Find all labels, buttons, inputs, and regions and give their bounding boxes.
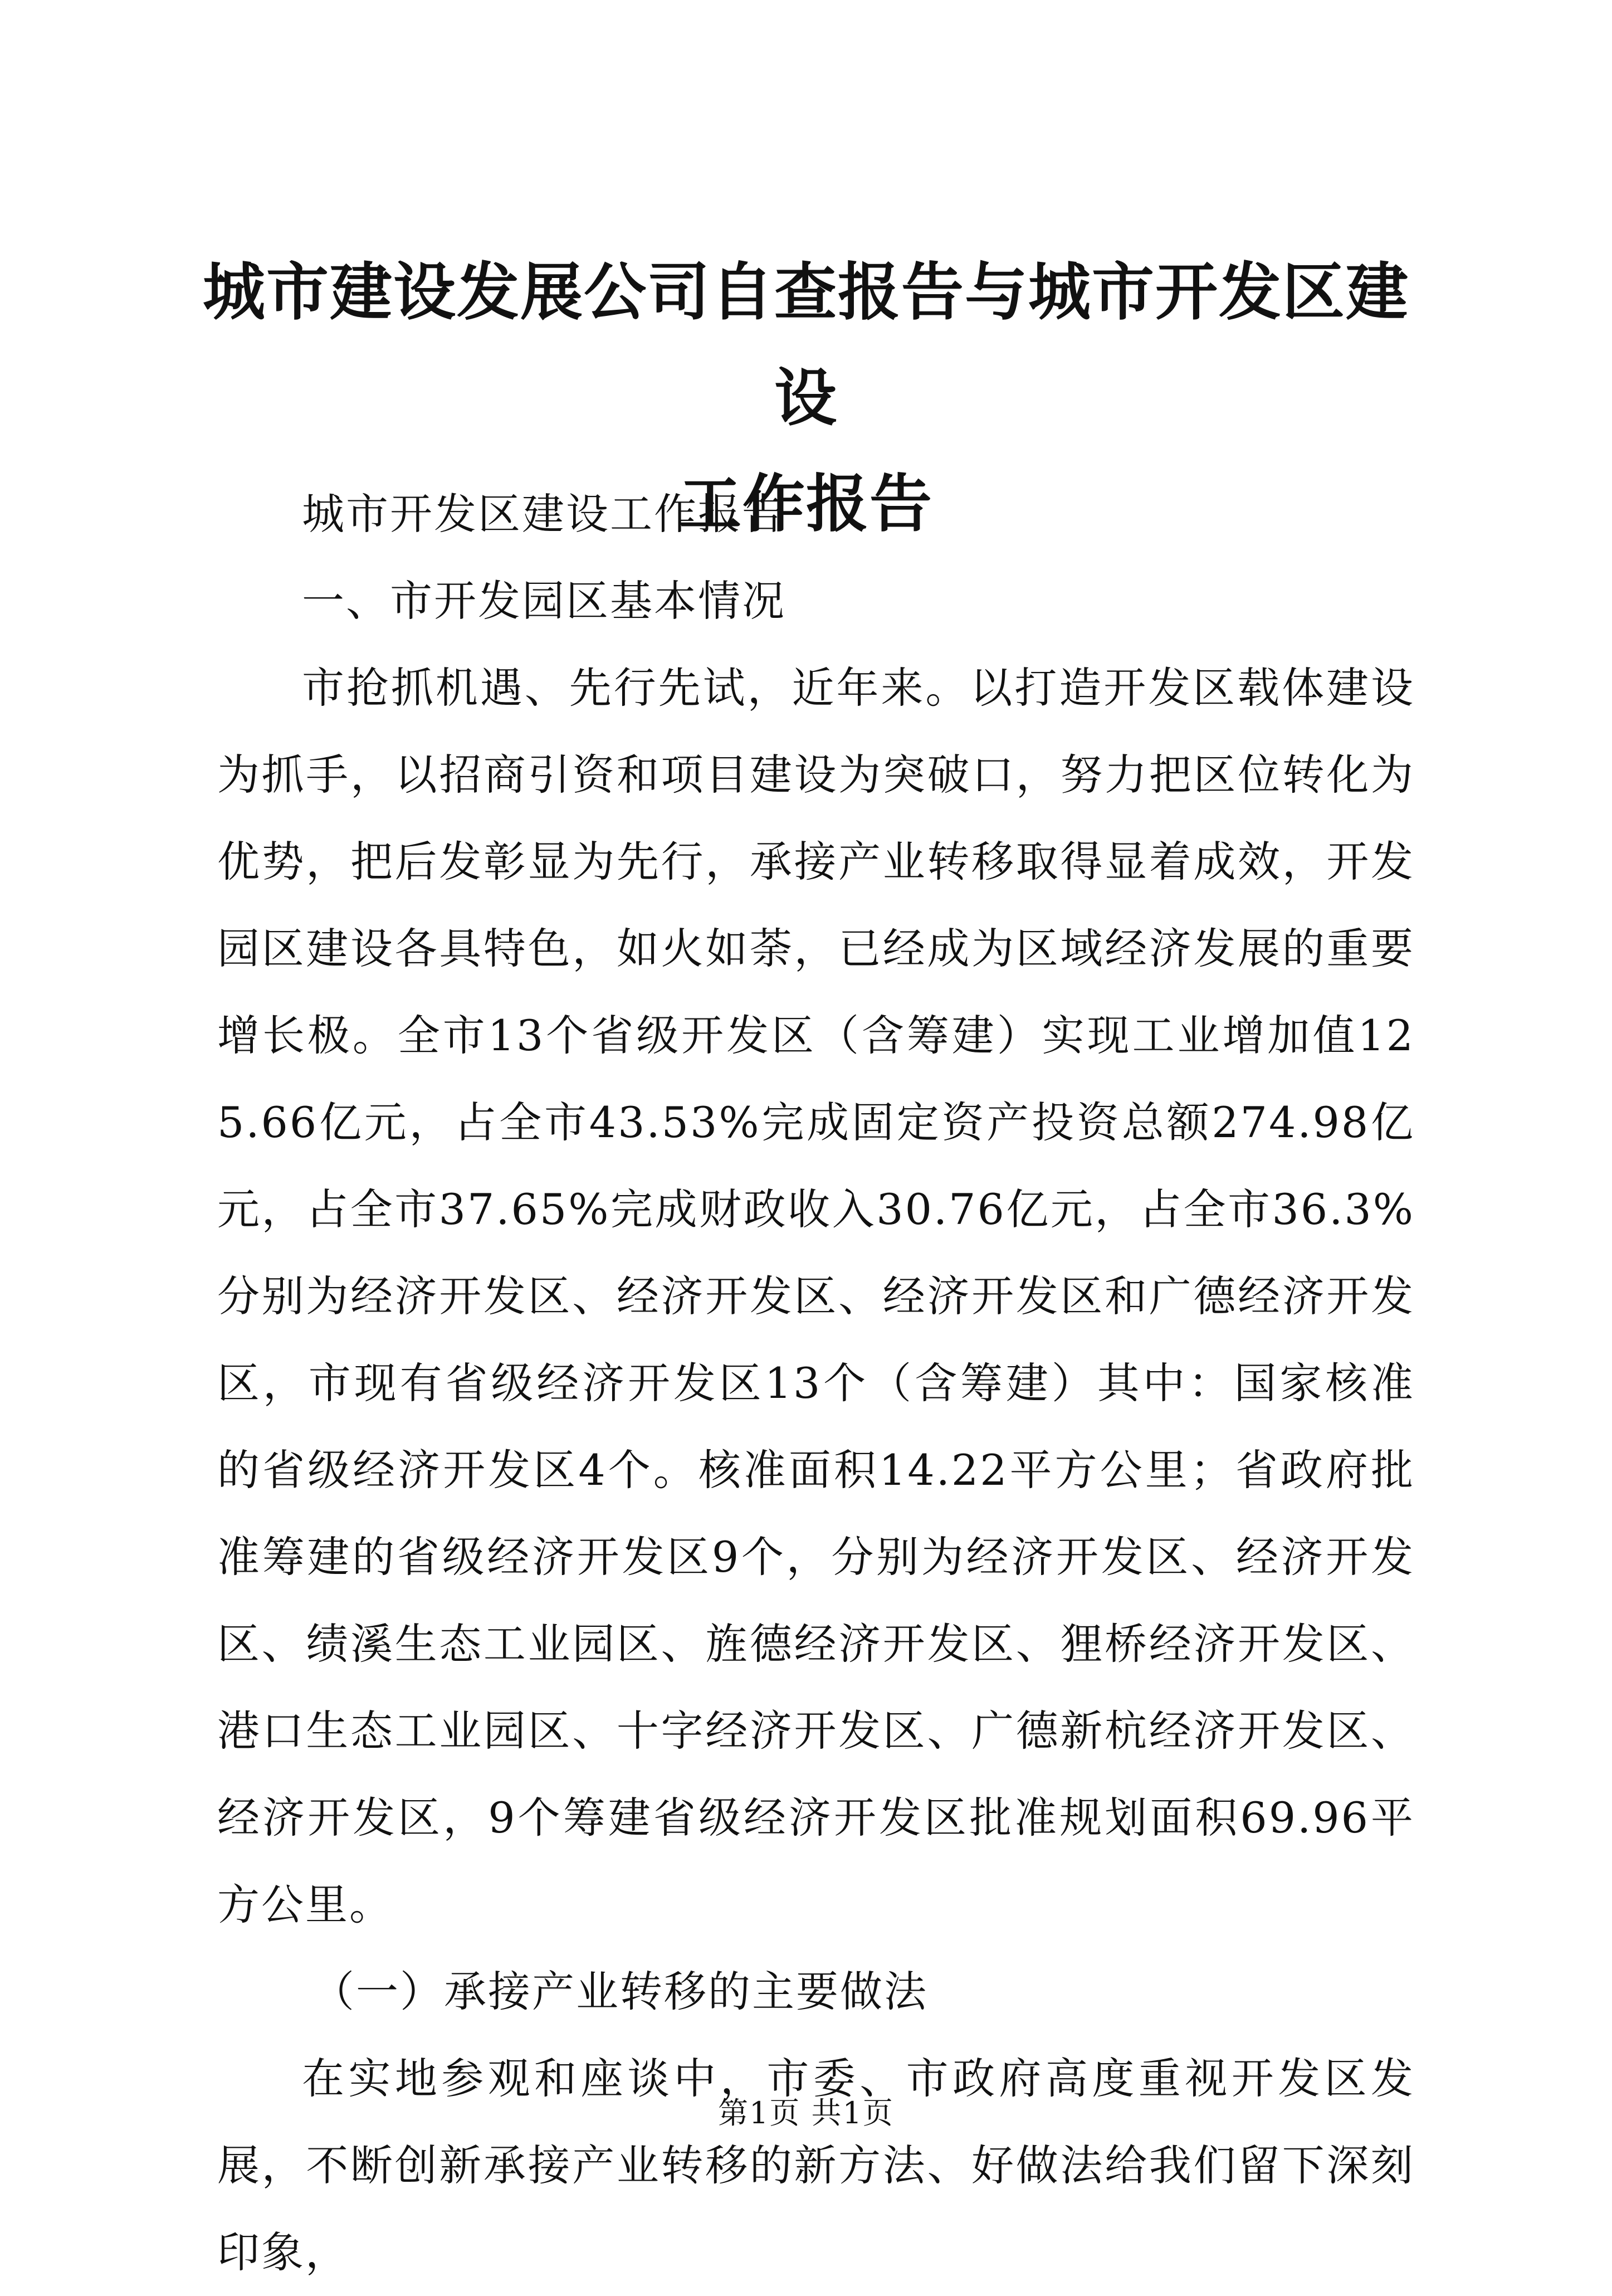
subsection-heading-practices: （一）承接产业转移的主要做法 bbox=[312, 1967, 928, 2016]
document-body bbox=[217, 471, 1415, 2296]
paragraph-overview: 市抢抓机遇、先行先试，近年来。以打造开发区载体建设为抓手，以招商引资和项目建设为突破口，努力把区位转化为优势，把后发彰显为先行，承接产业转移取得显着成效，开发园区建设各具特色，如火如荼，已经成为区域经济发展的重要增长极。全市13个省级开发区（含筹建）实现工业增加值125.66亿元，占全市43.53%完成固定资产投资总额274.98亿元，占全市37.65%完成财政收入30.76亿元，占全市36.3%分别为经济开发区、经济开发区、经济开发区和广德经济开发区，市现有省级经济开发区13个（含筹建）其中：国家核准的省级经济开发区4个。核准面积14.22平方公里；省政府批准筹建的省级经济开发区9个，分别为经济开发区、经济开发区、绩溪生态工业园区、旌德经济开发区、狸桥经济开发区、港口生态工业园区、十字经济开发区、广德新杭经济开发区、经济开发区，9个筹建省级经济开发区批准规划面积69.96平方公里。 bbox=[217, 663, 1415, 1929]
section-heading-basic-situation: 一、市开发园区基本情况 bbox=[302, 576, 786, 626]
paragraph-practices: 在实地参观和座谈中，市委、市政府高度重视开发区发展，不断创新承接产业转移的新方法、好做法给我们留下深刻印象， bbox=[217, 2054, 1415, 2277]
section-heading-report: 城市开发区建设工作报告 bbox=[302, 489, 786, 539]
title-line-2: 工作报告 bbox=[679, 467, 933, 540]
page-footer: 第1页 共1页 bbox=[718, 2095, 894, 2131]
title-line-1: 城市建设发展公司自查报告与城市开发区建设 bbox=[203, 256, 1409, 435]
